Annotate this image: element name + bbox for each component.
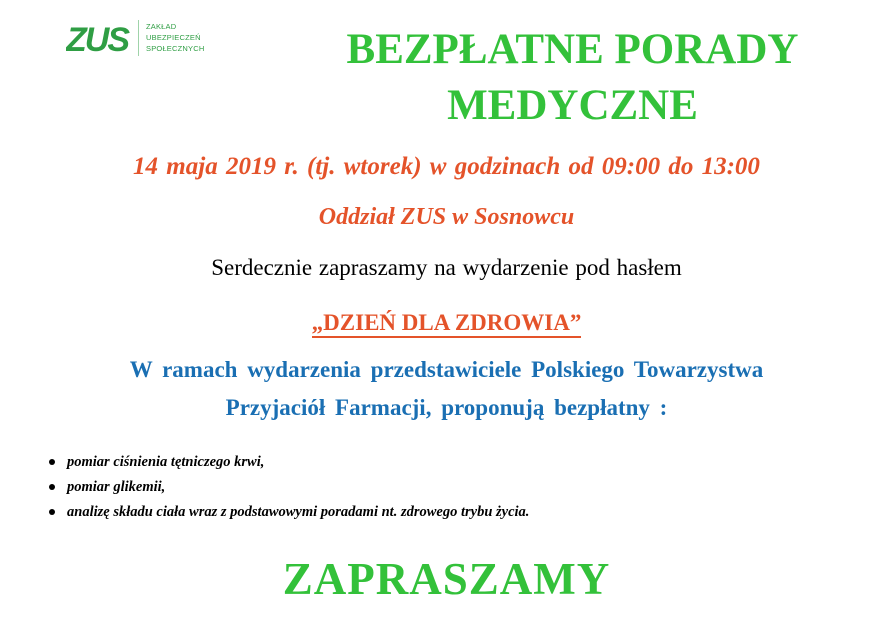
logo-line-2: UBEZPIECZEŃ: [146, 33, 201, 42]
zus-logo: [66, 18, 216, 62]
service-text: pomiar ciśnienia tętniczego krwi,: [67, 454, 265, 470]
zus-logo-mark: [66, 18, 136, 58]
description-line-1: W ramach wydarzenia przedstawiciele Polskiego Towarzystwa: [129, 357, 764, 382]
event-name: [0, 307, 893, 339]
zus-logo-mark-text: ZUS: [66, 21, 128, 58]
logo-divider: [138, 20, 139, 56]
event-location: Oddział ZUS w Sosnowcu: [318, 204, 575, 230]
bullet-icon: [49, 484, 55, 490]
zus-logo-text: [146, 21, 218, 54]
list-item: [47, 450, 529, 475]
description-line-2: Przyjaciół Farmacji, proponują bezpłatny :: [225, 395, 668, 420]
bullet-icon: [49, 509, 55, 515]
event-date: 14 maja 2019 r. (tj. wtorek) w godzinach od 09:00 do 13:00: [133, 153, 760, 180]
logo-line-1: ZAKŁAD: [146, 22, 177, 31]
bullet-icon: [49, 459, 55, 465]
list-item: [47, 475, 529, 500]
event-name-text: „DZIEŃ DLA ZDROWIA”: [312, 310, 582, 338]
service-text: analizę składu ciała wraz z podstawowymi poradami nt. zdrowego trybu życia.: [67, 504, 530, 520]
invitation-text: Serdecznie zapraszamy na wydarzenie pod hasłem: [211, 255, 682, 280]
service-text: pomiar glikemii,: [67, 479, 166, 495]
page-title-line-1: BEZPŁATNE PORADY: [346, 26, 799, 73]
closing-invitation: ZAPRASZAMY: [282, 554, 611, 604]
list-item: [47, 500, 529, 525]
logo-line-3: SPOŁECZNYCH: [146, 44, 205, 53]
services-list: [47, 450, 529, 525]
page-title-line-2: MEDYCZNE: [447, 82, 698, 129]
